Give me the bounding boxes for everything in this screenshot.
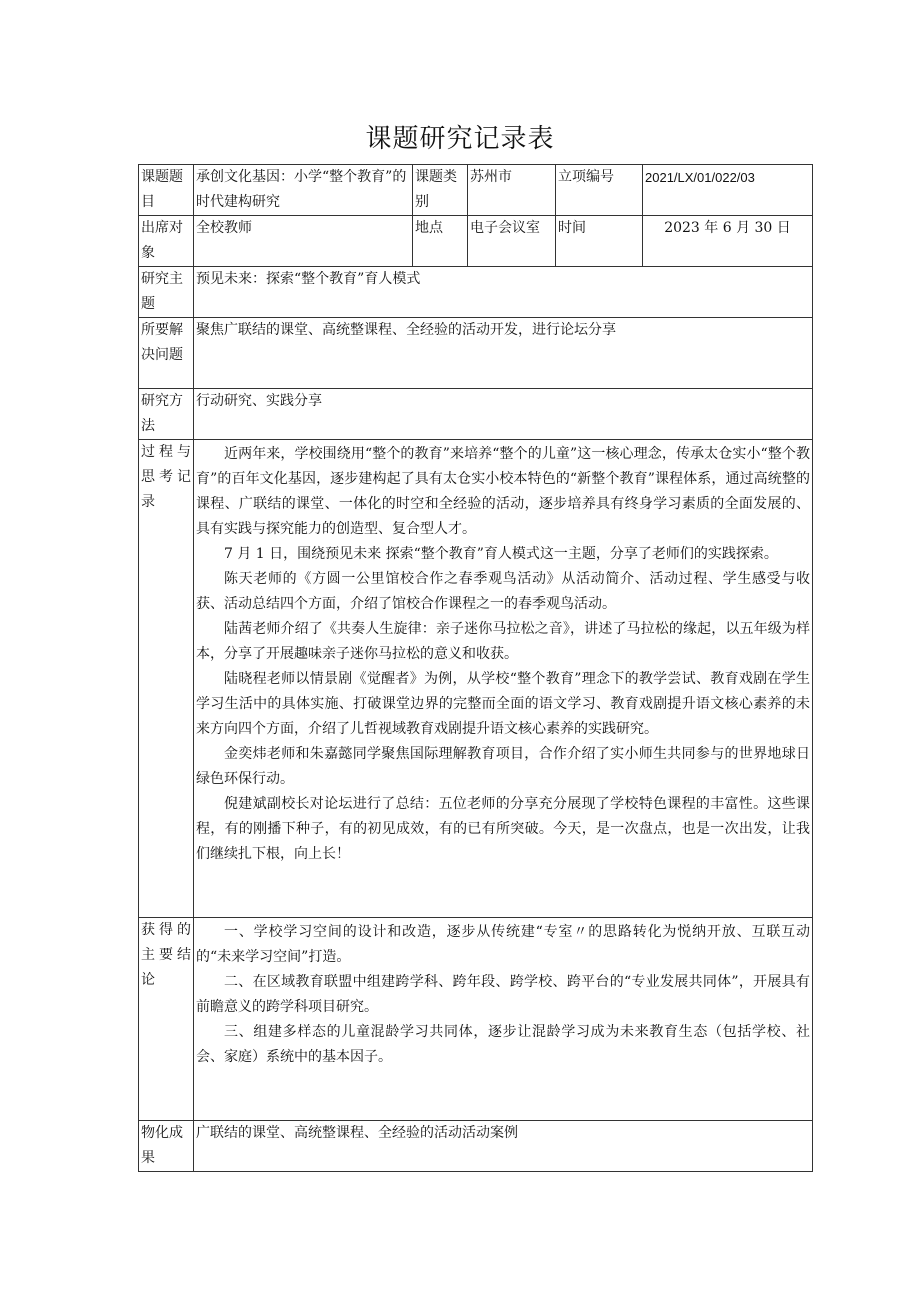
attendees-value: 全校教师 <box>194 216 413 267</box>
process-record <box>194 440 813 918</box>
topic-title-label: 课题题目 <box>139 165 194 216</box>
outcome-value: 广联结的课堂、高统整课程、全经验的活动活动案例 <box>194 1121 813 1172</box>
process-paragraph: 近两年来，学校围绕用“整个的教育”来培养“整个的儿童”这一核心理念，传承太仓实小“整个教育”的百年文化基因，逐步建构起了具有太仓实小校本特色的“新整个教育”课程体系，通过高统整的课程、广联结的课堂、一体化的时空和全经验的活动，逐步培养具有终身学习素质的全面发展的、具有实践与探究能力的创造型、复合型人才。 <box>196 446 810 537</box>
problem-value: 聚焦广联结的课堂、高统整课程、全经验的活动开发，进行论坛分享 <box>194 318 813 389</box>
method-value: 行动研究、实践分享 <box>194 389 813 440</box>
process-paragraph: 陆茜老师介绍了《共奏人生旋律：亲子迷你马拉松之音》，讲述了马拉松的缘起，以五年级为样本，分享了开展趣味亲子迷你马拉松的意义和收获。 <box>196 621 810 662</box>
place-value: 电子会议室 <box>468 216 556 267</box>
attendees-label: 出席对象 <box>139 216 194 267</box>
category-label: 课题类别 <box>413 165 468 216</box>
process-label: 过程与思考记录 <box>139 440 194 918</box>
problem-label: 所要解决问题 <box>139 318 194 389</box>
record-table <box>138 164 813 1172</box>
process-paragraph: 金奕炜老师和朱嘉懿同学聚焦国际理解教育项目，合作介绍了实小师生共同参与的世界地球日绿色环保行动。 <box>196 746 810 787</box>
process-paragraph: 倪建斌副校长对论坛进行了总结：五位老师的分享充分展现了学校特色课程的丰富性。这些课程，有的刚播下种子，有的初见成效，有的已有所突破。今天，是一次盘点，也是一次出发，让我们继续扎下根，向上长！ <box>196 796 810 862</box>
process-paragraph: 陆晓程老师以情景剧《觉醒者》为例，从学校“整个教育”理念下的教学尝试、教育戏剧在学生学习生活中的具体实施、打破课堂边界的完整而全面的语文学习、教育戏剧提升语文核心素养的未来方向四个方面，介绍了儿哲视域教育戏剧提升语文核心素养的实践研究。 <box>196 671 810 737</box>
research-topic-label: 研究主题 <box>139 267 194 318</box>
conclusion-paragraph: 二、在区域教育联盟中组建跨学科、跨年段、跨学校、跨平台的“专业发展共同体”，开展具有前瞻意义的跨学科项目研究。 <box>196 974 810 1015</box>
time-value: 2023 年 6 月 30 日 <box>643 216 813 267</box>
method-label: 研究方法 <box>139 389 194 440</box>
outcome-label: 物化成果 <box>139 1121 194 1172</box>
project-id-label: 立项编号 <box>556 165 643 216</box>
category-value: 苏州市 <box>468 165 556 216</box>
page-title: 课题研究记录表 <box>365 124 555 154</box>
topic-title-value: 承创文化基因：小学“整个教育”的时代建构研究 <box>194 165 413 216</box>
time-label: 时间 <box>556 216 643 267</box>
conclusion-label: 获得的主要结论 <box>139 918 194 1121</box>
process-paragraph: 陈天老师的《方圆一公里馆校合作之春季观鸟活动》从活动简介、活动过程、学生感受与收获、活动总结四个方面，介绍了馆校合作课程之一的春季观鸟活动。 <box>196 571 810 612</box>
research-topic-value: 预见未来：探索“整个教育”育人模式 <box>194 267 813 318</box>
conclusion-paragraph: 一、学校学习空间的设计和改造，逐步从传统建“专室〃的思路转化为悦纳开放、互联互动的“未来学习空间”打造。 <box>196 924 810 965</box>
place-label: 地点 <box>413 216 468 267</box>
project-id-value: 2021/LX/01/022/03 <box>643 165 813 216</box>
process-paragraph: 7 月 1 日，围绕预见未来 探索“整个教育”育人模式这一主题，分享了老师们的实践探索。 <box>224 546 778 562</box>
conclusion-paragraph: 三、组建多样态的儿童混龄学习共同体，逐步让混龄学习成为未来教育生态（包括学校、社会、家庭）系统中的基本因子。 <box>196 1024 810 1065</box>
conclusion-record <box>194 918 813 1121</box>
